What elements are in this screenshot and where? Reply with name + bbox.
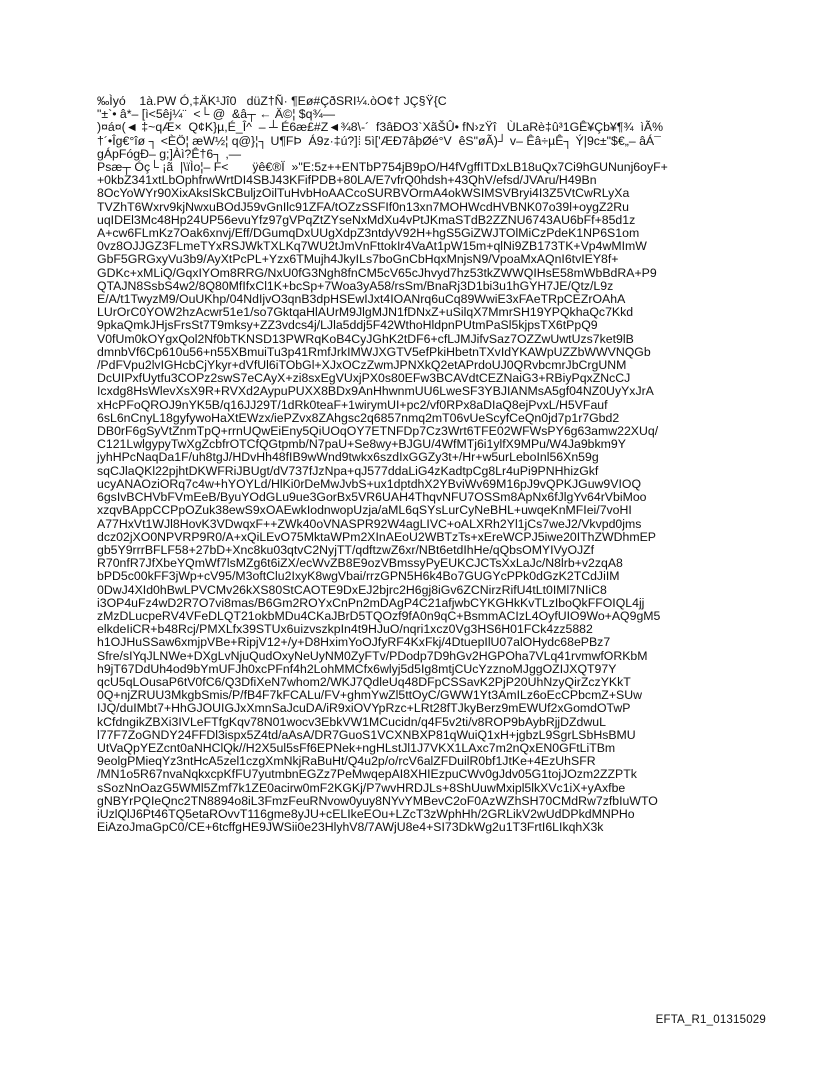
text-line: xHcPFoQROJ9nYK5B/q16JJ29T/1dRk0teaF+1wirymUI+pc2/vf0RPx8aDIaQ8ejPvxL/H5VFauf: [97, 397, 608, 412]
text-line: Sfre/sIYqJLNWe+DXgLvNjuQudOxyNeUyNM0ZyFTv/PDodp7D9hGv2HGPOha7VLq41rvmwfORKbM: [97, 648, 648, 663]
text-line: /MN1o5R67nvaNqkxcpKfFU7yutmbnEGZz7PeMwqepAI8XHIEzpuCWv0gJdv05G1tojJOzm2ZZPTk: [97, 767, 637, 782]
document-body: [97, 95, 737, 834]
text-line: iUzlQlJ6Pt46TQ5etaROvvT116gme8yJU+cELIkeEOu+LZcT3zWphHh/2GRLikV2wUdDPkdMNPHo: [97, 806, 635, 821]
text-line: l77F7ZoGNDY24FFDl3ispx5Z4td/aAsA/DR7GuoS1VCXNBXP81qWuiQ1xH+jgbzL9SgrLSbHsBMU: [97, 727, 636, 742]
text-line: ucyANAOziORq7c4w+hYOYLd/HlKi0rDeMwJvbS+ux1dptdhX2YBviWv69M16pJ9vQPKJGuw9VIOQ: [97, 476, 642, 491]
text-line: 9eolgPMieqYz3ntHcA5zel1czgXmNkjRaBuHt/Q4u2p/o/rcV6alZFDuilR0bf1JtKe+4EzUhSFR: [97, 754, 596, 769]
text-line: Psæ┬ Óç└ ¡ã |\ïÌo¦– F< ÿê€®Ï »"E:5z++ENTbP754jB9pO/H4fVgffITDxLB18uQx7Ci9hGUNunj6oyF+: [97, 160, 668, 175]
text-line: A+cw6FLmKz7Oak6xnvj/Eff/DGumqDxUUgXdpZ3ntdyV92H+hgS5GiZWJTOlMiCzPdeK1NP6S1om: [97, 226, 640, 241]
text-line: GDKc+xMLiQ/GqxIYOm8RRG/NxU0fG3Ngh8fnCM5cV65cJhvyd7hz53tkZWWQIHsE58mWbBdRA+P9: [97, 265, 657, 280]
text-line: 9pkaQmkJHjsFrsSt7T9mksy+ZZ3vdcs4j/LJla5ddj5F42WthoHldpnPUtmPaSl5kjpsTX6tPpQ9: [97, 318, 598, 333]
text-line: TVZhT6Wxrv9kjNwxuBOdJ59vGnIlc91ZFA/tOZzSSFIf0n13xn7MOHWcdHVBNK07o39l+oygZ2Ru: [97, 199, 630, 214]
text-line: dcz02jXO0NPVRP9R0/A+xQiLEvO75MktaWPm2XInAEoU2WBTzTs+xEreWCPJ5iwe20IThZWDhmEP: [97, 529, 656, 544]
text-line: R70nfR7JfXbeYQmWf7lsMZg6t6iZX/ecWvZB8E9ozVBmssyPyEUKCJCTsXxLaJc/N8lrb+v2zqA8: [97, 556, 623, 571]
text-line: UtVaQpYEZcnt0aNHClQk//H2X5ul5sFf6EPNek+ngHLstJl1J7VKX1LAxc7m2nQxEN0GFtLiTBm: [97, 740, 616, 755]
text-line: Icxdg8HsWlevXsX9R+RVXd2AypuPUXX8BDx9AnHhwnmUU6LweSF3YBJIANMsA5gf04NZ0UyYxJrA: [97, 384, 654, 399]
text-line: 0DwJ4XId0hBwLPVCMv26kXS80StCAOTE9DxEJ2bjrc2H6gj8iGv6ZCNirzRifU4tLt0IMl7NIiC8: [97, 582, 607, 597]
text-line: gÁpFógÐ– g;]Àì?Ê†6┐ ,—: [97, 146, 242, 161]
text-line: )¤á¤(◄ ‡~qÆ× Q¢K}µ,É_Î^ – ┴ É6æ£#Z◄¾8\-´ f3âÐO3`XãŠÛ• fN›zŸî ÙLaRè‡û³1GÊ¥Çb¥¶¾ ìÃ%: [97, 120, 664, 135]
text-line: 0Q+njZRUU3MkgbSmis/P/fB4F7kFCALu/FV+ghmYwZl5ttOyC/GWW1Yt3AmILz6oEcCPbcmZ+SUw: [97, 688, 642, 703]
text-line: sqCJlaQKl22pjhtDKWFRiJBUgt/dV737fJzNpa+qJ577ddaLiG4zKadtpCg8Lr4uPi9PNHhizGkf: [97, 463, 599, 478]
text-line: LUrOrC0YOW2hzAcwr51e1/so7GktqaHlAUrM9JlgMJN1fDNxZ+uSilqX7MmrSH19YPQkhaQc7Kkd: [97, 305, 634, 320]
text-line: elkdeIiCR+b48Rcj/PMXLfx39STUx6uizvszkpIn4t9HJuO/nqri1xcz0Vg3HS6H01FCk4zz5882: [97, 622, 593, 637]
text-line: uqIDEl3Mc48Hp24UP56evuYfz97gVPqZtZYseNxMdXu4vPtJKmaSTdB2ZZNU6743AU6bFf+85d1z: [97, 212, 636, 227]
text-line: i3OP4uFz4wD2R7O7vi8mas/B6Gm2ROYxCnPn2mDAgP4C21afjwbCYKGHkKvTLzIboQkFFOIQL4jj: [97, 595, 645, 610]
text-line: E/A/t1TwyzM9/OuUKhp/04NdIjvO3qnB3dpHSEwIJxt4IOANrq6uCq89WwiE3xFAeTRpCEZrOAhA: [97, 292, 626, 307]
text-line: V0fUm0kOYgxQol2Nf0bTKNSD13PWRqKoB4CyJGhK2tDF6+cfLJMJifvSaz7OZZwUwtUzs7ket9lB: [97, 331, 634, 346]
text-line: QTAJN8SsbS4w2/8Q80MfIfxCl1K+bcSp+7Woa3yA58/rsSm/BnaRj3D1bi3u1hGYH7JE/Qtz/L9z: [97, 278, 614, 293]
text-line: bPD5c00kFF3jWp+cV95/M3oftClu2IxyK8wgVbai/rrzGPN5H6k4Bo7GUGYcPPk0dGzK2TCdJiIM: [97, 569, 620, 584]
text-line: EiAzoJmaGpC0/CE+6tcffgHE9JWSii0e23HlyhV8/7AWjU8e4+SI73DkWg2u1T3FrtI6LIkqhX3k: [97, 820, 604, 835]
text-line: ‰Ìyó 1à.PW Ó,‡ÄK¹Jî0 düZ†Ñ· ¶Eø#ÇðSRI¼.òO¢† JÇ§Ÿ{C: [97, 94, 447, 108]
document-id-footer: EFTA_R1_01315029: [655, 1014, 766, 1026]
text-line: DB0rF6gSyVtZnmTpQ+rrnUQwEiEny5QiUOqOY7ETNFDp7Cz3Wrt6TFE02WFWsPY6g63amw22XUq/: [97, 424, 659, 439]
text-line: kCfdngikZBXi3IVLeFTfgKqv78N01wocv3EbkVW1MCucidn/q4F5v2ti/v8ROP9bAybRjjDZdwuL: [97, 714, 606, 729]
text-line: GbF5GRGxyVu3b9/AyXtPcPL+Yzx6TMujh4JkyILs7boGnCbHqxMnjsN9/VpoaMxAQnI6tvIEY8f+: [97, 252, 619, 267]
text-line: zMzDLucpeRV4VFeDLQT21okbMDu4CKaJBrD5TQOzf9fA0n9qC+BsmmACIzL4OyfUIO9Wo+AQ9gM5: [97, 608, 661, 623]
text-line: h9jT67DdUh4od9bYmUFJh0xcPFnf4h2LohMMCfx6wlyj5d5Ig8mtjCUcYzznoMJggOZIJXQT97Y: [97, 661, 617, 676]
text-line: 8OcYoWYr90XixAksISkCBuljzOilTuHvbHoAACcoSURBVOrmA4okWSIMSVBryi4I3Z5VtCwRLyXa: [97, 186, 630, 201]
text-line: 6gsIvBCHVbFVmEeB/ByuYOdGLu9ue3GorBx5VR6UAH4ThqvNFU7OSSm8ApNx6fJlgYv64rVbiMoo: [97, 490, 647, 505]
text-line: dmnbVf6Cp610u56+n55XBmuiTu3p41RmfJrkIMWJXGTV5efPkiHbetnTXvIdYKAWpUZZbWWVNQGb: [97, 344, 651, 359]
text-line: sSozNnOazG5WMl5Zmf7k1ZE0acirw0mF2KGKj/P7wvHRDJLs+8ShUuwMxipl5lkXVc1iX+yAxfbe: [97, 780, 626, 795]
text-line: IJQ/duIMbt7+HhGJOUIGJxXmnSaJcuDA/iR9xiOVYpRzc+LRt28fTJkyBerz9mEWUf2xGomdOTwP: [97, 701, 631, 716]
text-line: †´•Îg€°îø ┐ <ÈÖ¦ æW½¦ q@}¦┐ U¶FÞ Á9z·‡ú?]⁞ 5ì['ÆÐ7âþØé°V êS"øÃ)┘ v– Êâ÷µÊ┐ Ý|9c±"$€„– âÁ¯: [97, 133, 661, 148]
text-line: +0kbZ341xtLbOphfrwWrtDI4SBJ43KFifPDB+80LA/E7vfrQ0hdsh+43QhV/efsd/JVAru/H49Bn: [97, 173, 597, 188]
text-line: qcU5qLOusaP6tV0fC6/Q3DfiXeN7whom2/WKJ7QdleUq48DFpCSSavK2PjP20UhNzyQirZczYKkT: [97, 674, 631, 689]
text-line: xzqvBAppCCPpOZuk38ewS9xOAEwkIodnwopUzja/aML6qSYsLurCyNeBHL+uwqeKnMFIei/7voHI: [97, 503, 632, 518]
text-line: C121LwlgypyTwXgZcbfrOTCfQGtpmb/N7paU+Se8wy+BJGU/4WfMTj6i1ylfX9MPu/W4Ja9bkm9Y: [97, 437, 626, 452]
text-line: /PdFVpu2lvIGHcbCjYkyr+dVfUl6iTObGl+XJxOCzZwmJPNXkQ2etAPrdoUJ0QRvbcmrJbCrgUNM: [97, 358, 627, 373]
text-line: gb5Y9rrrBFLF58+27bD+Xnc8ku03qtvC2NyjTT/qdftzwZ6xr/NBt6etdIhHe/qQbsOMYIVyOJZf: [97, 542, 595, 557]
text-line: h1OJHuSSaw6xmjpVBe+RipjV12+/y+D8HximYoOJfyRF4KxFkj/4DtuepIlU07alOHydc68ePBz7: [97, 635, 611, 650]
text-line: gNBYrPQIeQnc2TN8894o8iL3FmzFeuRNvow0yuy8NYvYMBevC2oF0AzWZhSH70CMdRw7zfbIuWTO: [97, 793, 658, 808]
text-line: jyhHPcNaqDa1F/uh8tgJ/HDvHh48fIB9wWnd9twkx6szdIxGGZy3t+/Hr+w5urLeboInl56Xn59g: [97, 450, 599, 465]
text-line: DcUIPxfUytfu3COPz2swS7eCAyX+zi8sxEgVUxjPX0s80EFw3BCAVdtCEZNaiG3+RBiyPqxZNcCJ: [97, 371, 631, 386]
text-line: 6sL6nCnyL18gyfywoHaXtEWzx/iePZvx8ZAhgsc2q6857nmq2mT06vUeScyfCeQn0jd7p1r7Gbd2: [97, 410, 620, 425]
text-line: 0vz8OJJGZ3FLmeTYxRSJWkTXLKq7WU2tJmVnFttokIr4VaAt1pW15m+qlNi9ZB173TK+Vp4wMImW: [97, 239, 647, 254]
text-line: A77HxVt1WJl8HovK3VDwqxF++ZWk40oVNASPR92W4agLIVC+oALXRh2Yl1jCs7weJ2/Vkvpd0jms: [97, 516, 642, 531]
text-line: "±`• â*– [ì<5êj¼¨ <└ @ &â┬ ← Ä©¦ $q¾—: [97, 107, 336, 122]
